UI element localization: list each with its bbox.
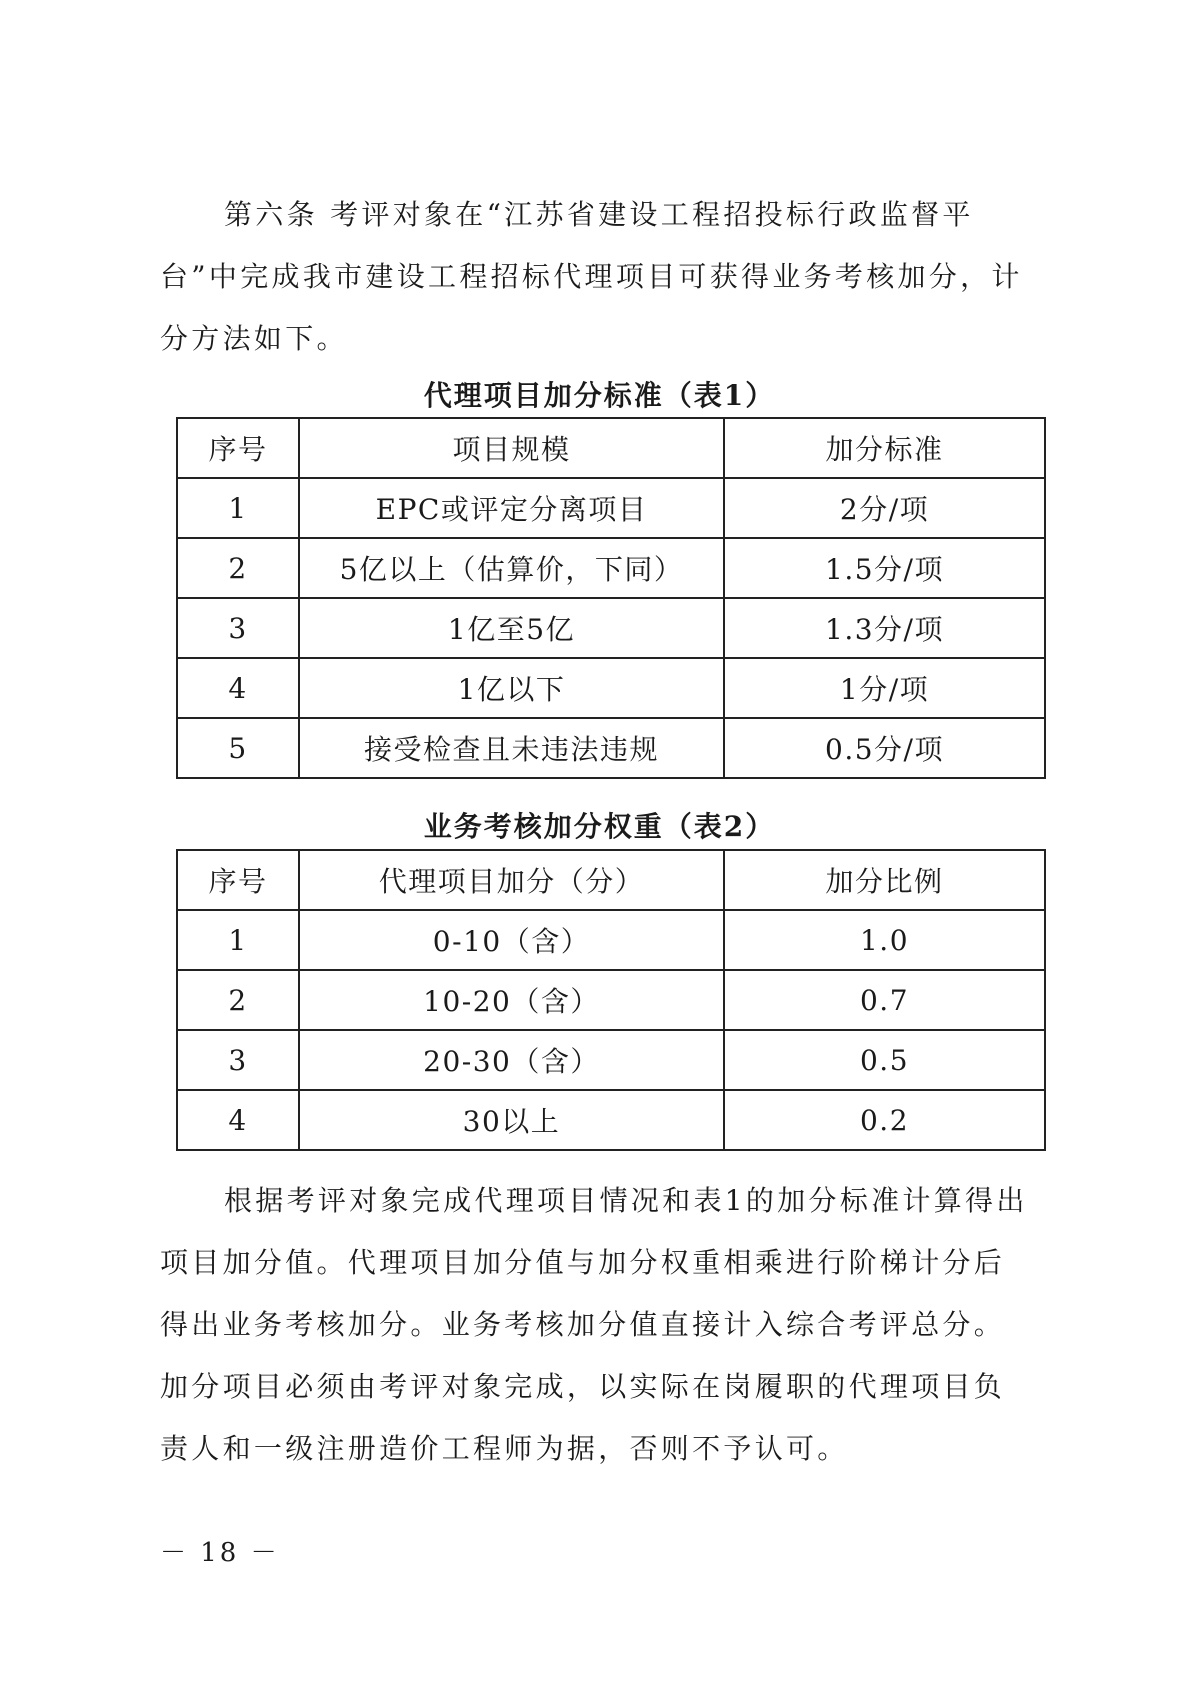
header-bonus-standard: 加分标准 [724, 418, 1045, 478]
table-row [177, 538, 1045, 598]
row-bonus-standard: 1.3分/项 [724, 598, 1045, 658]
row-project-points: 0-10（含） [299, 910, 724, 970]
row-project-scale: EPC或评定分离项目 [299, 478, 724, 538]
row-project-scale: 1亿以下 [299, 658, 724, 718]
scoring-method-paragraph: 根据考评对象完成代理项目情况和表1的加分标准计算得出项目加分值。代理项目加分值与加分权重相乘进行阶梯计分后得出业务考核加分。业务考核加分值直接计入综合考评总分。加分项目必须由考评对象完成，以实际在岗履职的代理项目负责人和一级注册造价工程师为据，否则不予认可。 [160, 1184, 1028, 1465]
header-index: 序号 [177, 850, 299, 910]
header-project-points: 代理项目加分（分） [299, 850, 724, 910]
row-index: 5 [177, 718, 299, 778]
table2-caption: 业务考核加分权重（表2） [423, 810, 776, 843]
table-row [177, 1030, 1045, 1090]
row-project-points: 20-30（含） [299, 1030, 724, 1090]
bonus-weight-table [176, 849, 1046, 1151]
table-header-row [177, 850, 1045, 910]
table1-caption: 代理项目加分标准（表1） [423, 379, 776, 412]
header-index: 序号 [177, 418, 299, 478]
row-bonus-ratio: 1.0 [724, 910, 1045, 970]
row-project-scale: 1亿至5亿 [299, 598, 724, 658]
row-index: 3 [177, 1030, 299, 1090]
row-bonus-ratio: 0.2 [724, 1090, 1045, 1150]
row-project-points: 30以上 [299, 1090, 724, 1150]
row-bonus-standard: 2分/项 [724, 478, 1045, 538]
page-number: － 18 － [160, 1538, 280, 1568]
bonus-standard-table [176, 417, 1046, 779]
row-bonus-ratio: 0.5 [724, 1030, 1045, 1090]
row-project-scale: 5亿以上（估算价，下同） [299, 538, 724, 598]
row-bonus-standard: 0.5分/项 [724, 718, 1045, 778]
row-index: 2 [177, 538, 299, 598]
row-index: 4 [177, 658, 299, 718]
header-project-scale: 项目规模 [299, 418, 724, 478]
row-bonus-ratio: 0.7 [724, 970, 1045, 1030]
table-row [177, 658, 1045, 718]
table-row [177, 598, 1045, 658]
table-row [177, 478, 1045, 538]
article-six-paragraph: 第六条 考评对象在“江苏省建设工程招投标行政监督平台”中完成我市建设工程招标代理项目可获得业务考核加分，计分方法如下。 [160, 198, 1023, 355]
row-project-scale: 接受检查且未违法违规 [299, 718, 724, 778]
table-row [177, 1090, 1045, 1150]
row-index: 1 [177, 478, 299, 538]
header-bonus-ratio: 加分比例 [724, 850, 1045, 910]
table-row [177, 718, 1045, 778]
table-row [177, 970, 1045, 1030]
row-project-points: 10-20（含） [299, 970, 724, 1030]
row-index: 1 [177, 910, 299, 970]
row-bonus-standard: 1分/项 [724, 658, 1045, 718]
row-bonus-standard: 1.5分/项 [724, 538, 1045, 598]
row-index: 2 [177, 970, 299, 1030]
table-row [177, 910, 1045, 970]
row-index: 3 [177, 598, 299, 658]
table-header-row [177, 418, 1045, 478]
row-index: 4 [177, 1090, 299, 1150]
